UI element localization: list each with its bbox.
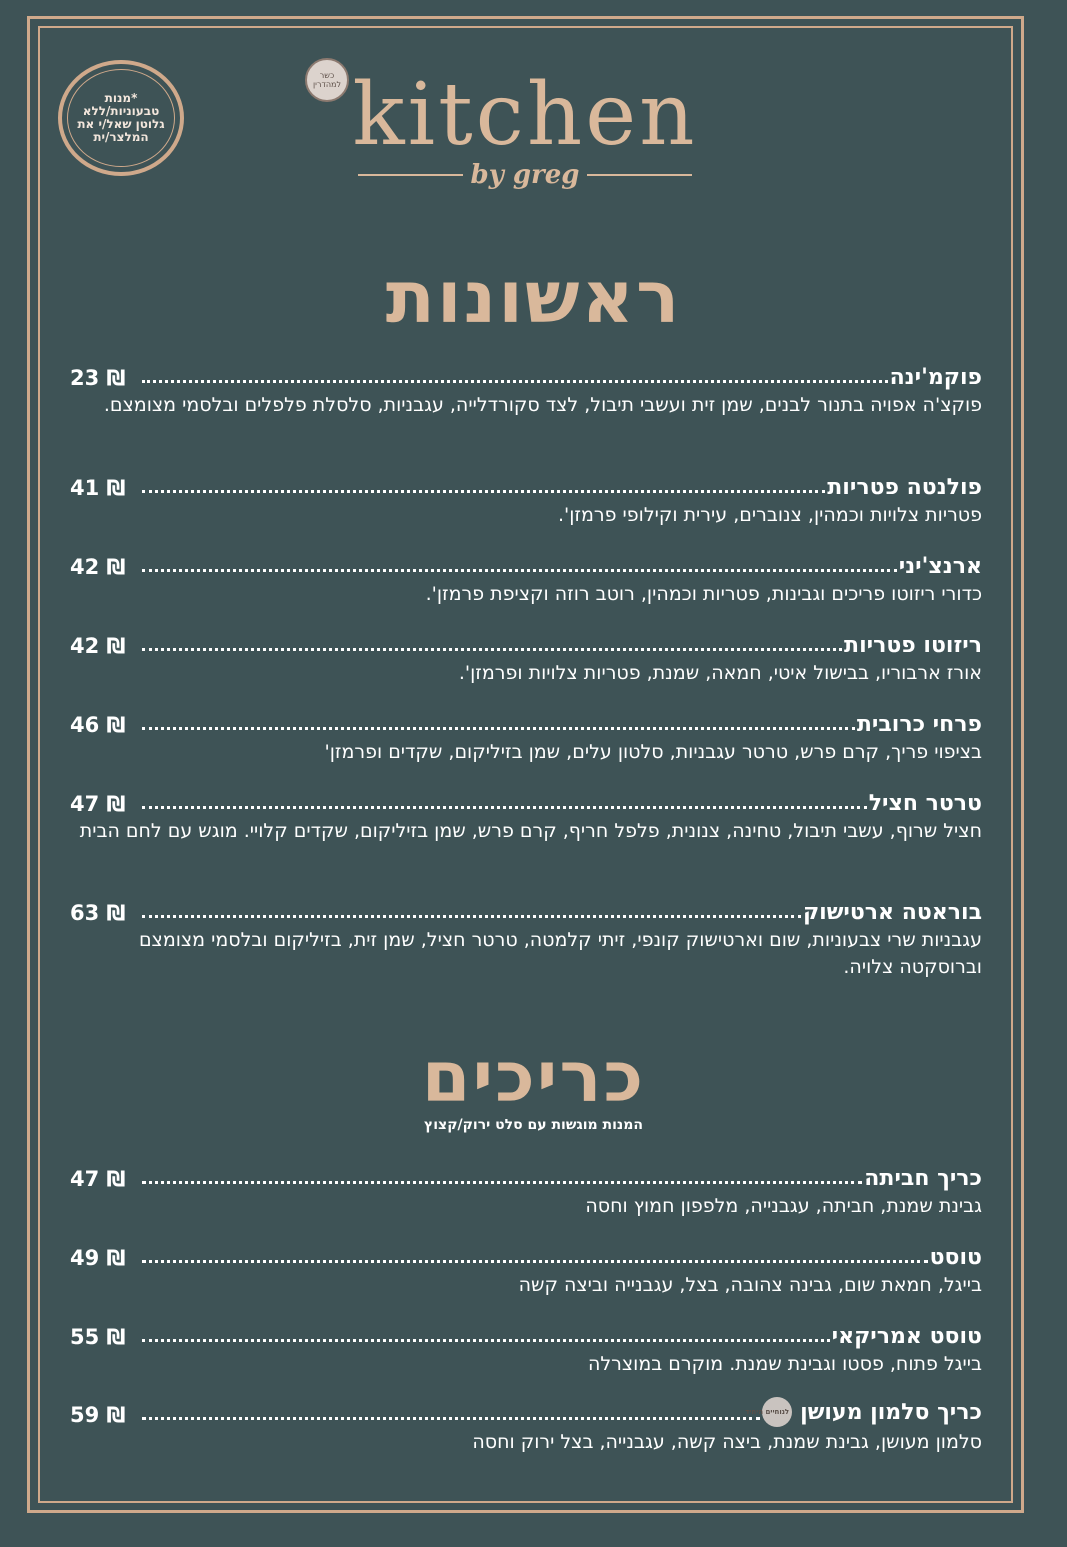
item-name: בוראטה ארטישוק <box>802 900 982 925</box>
vegan-glutenfree-badge <box>58 60 184 176</box>
restaurant-logo <box>350 65 700 190</box>
kosher-text: כשר למהדרין <box>312 71 342 89</box>
item-description: בייגל פתוח, פסטו וגבינת שמנת. מוקרם במוצרלה <box>587 1353 982 1375</box>
item-price: 42 ₪ <box>70 634 126 658</box>
dot-leader <box>142 648 842 651</box>
item-description: בציפוי פריך, קרם פרש, טרטר עגבניות, סלטון עלים, שמן בזיליקום, שקדים ופרמזן' <box>324 741 982 763</box>
item-name: כריך חביתה <box>864 1166 982 1191</box>
section-title-starters: ראשונות <box>385 255 682 339</box>
item-name: פוקמ'ינה <box>889 365 982 390</box>
item-head <box>70 1319 982 1349</box>
dot-leader <box>142 380 888 383</box>
item-name <box>745 1397 982 1427</box>
item-description: בייגל, חמאת שום, גבינה צהובה, בצל, עגבנייה וביצה קשה <box>518 1274 982 1296</box>
item-head <box>70 628 982 658</box>
menu-item <box>70 1319 982 1378</box>
section-title-sandwiches: כריכים <box>421 1036 646 1118</box>
menu-item <box>70 707 982 766</box>
item-price: 59 ₪ <box>70 1403 126 1427</box>
dot-leader <box>142 1181 862 1184</box>
item-price: 47 ₪ <box>70 792 126 816</box>
item-name: ריזוטו פטריות <box>844 633 982 658</box>
item-description: כדורי ריזוטו פריכים וגבינות, פטריות וכמהין, רוטב רוזה וקציפת פרמזן'. <box>425 583 982 605</box>
menu-item <box>70 360 982 419</box>
dot-leader <box>142 1339 830 1342</box>
item-head <box>70 895 982 925</box>
menu-item <box>70 895 982 981</box>
vegetarian-badge-icon <box>745 1397 792 1427</box>
dot-leader <box>142 1260 928 1263</box>
vegetarian-badge-text: לנוחיים היחיד <box>745 1408 790 1416</box>
logo-by-greg: by greg <box>470 160 580 190</box>
sandwiches-subtitle: המנות מוגשות עם סלט ירוק/קצוץ <box>424 1117 643 1133</box>
item-description: חציל שרוף, עשבי תיבול, טחינה, צנונית, פלפל חריף, קרם פרש, שמן בזיליקום, שקדים קלויי. מוגש עם לחם הבית <box>79 820 982 842</box>
item-head <box>70 470 982 500</box>
item-head <box>70 786 982 816</box>
item-name: ארנצ'יני <box>898 554 982 579</box>
menu-item <box>70 786 982 845</box>
dot-leader <box>142 806 867 809</box>
item-description: אורז ארבוריו, בבישול איטי, חמאה, שמנת, פטריות צלויות ופרמזן'. <box>458 662 982 684</box>
dot-leader <box>142 569 897 572</box>
item-price: 47 ₪ <box>70 1167 126 1191</box>
dot-leader <box>142 490 825 493</box>
dot-leader <box>142 1417 760 1420</box>
item-head <box>70 1161 982 1191</box>
badge-text: *מנות טבעוניות/ללא גלוטן שאל/י את המלצר/ית <box>77 91 165 144</box>
item-name: פרחי כרובית <box>856 712 982 737</box>
item-name: פולנטה פטריות <box>827 475 982 500</box>
item-head <box>70 1397 982 1427</box>
item-price: 41 ₪ <box>70 476 126 500</box>
item-name: טרטר חציל <box>868 791 982 816</box>
menu-item <box>70 549 982 608</box>
menu-item <box>70 1397 982 1456</box>
item-name: טוסט אמריקאי <box>831 1324 982 1349</box>
logo-sub <box>350 160 700 190</box>
item-head <box>70 707 982 737</box>
item-description: עגבניות שרי צבעוניות, שום וארטישוק קונפי, זיתי קלמטה, טרטר חציל, שמן זית, בזיליקום ובלסמי מצומצם וברוסקטה צלויה. <box>138 929 982 978</box>
item-head <box>70 549 982 579</box>
menu-item <box>70 470 982 529</box>
menu-item <box>70 1240 982 1299</box>
menu-item <box>70 1161 982 1220</box>
item-description: סלמון מעושן, גבינת שמנת, ביצה קשה, עגבנייה, בצל ירוק וחסה <box>472 1431 982 1453</box>
item-description: פטריות צלויות וכמהין, צנוברים, עירית וקילופי פרמזן'. <box>557 504 982 526</box>
dot-leader <box>142 915 801 918</box>
item-price: 23 ₪ <box>70 366 126 390</box>
item-price: 42 ₪ <box>70 555 126 579</box>
logo-line-right <box>587 174 692 176</box>
item-price: 63 ₪ <box>70 901 126 925</box>
item-name: טוסט <box>929 1245 982 1270</box>
item-description: גבינת שמנת, חביתה, עגבנייה, מלפפון חמוץ וחסה <box>585 1195 982 1217</box>
item-price: 46 ₪ <box>70 713 126 737</box>
item-description: פוקצ'ה אפויה בתנור לבנים, שמן זית ועשבי תיבול, לצד סקורדלייה, עגבניות, סלסלת פלפלים ובלסמי מצומצם. <box>103 394 982 416</box>
item-name-text: כריך סלמון מעושן <box>800 1399 982 1425</box>
item-head <box>70 360 982 390</box>
kosher-stamp <box>305 58 349 102</box>
menu-item <box>70 628 982 687</box>
logo-word: kitchen <box>352 65 698 165</box>
logo-line-left <box>358 174 463 176</box>
item-head <box>70 1240 982 1270</box>
dot-leader <box>142 727 855 730</box>
item-price: 55 ₪ <box>70 1325 126 1349</box>
item-price: 49 ₪ <box>70 1246 126 1270</box>
